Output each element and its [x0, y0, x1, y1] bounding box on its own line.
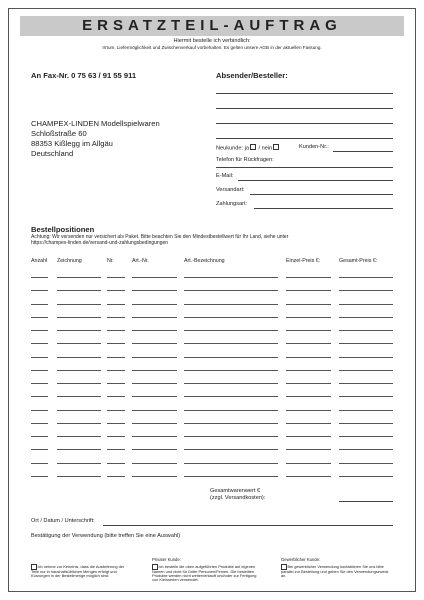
order-row-15-artnr[interactable]: [132, 463, 177, 464]
gesamt-label: Gesamtwarenwert €: [210, 488, 261, 494]
order-row-4-artbezeichnung[interactable]: [184, 317, 278, 318]
order-row-15-einzelpreis[interactable]: [286, 463, 331, 464]
versandart-label: Versandart:: [216, 187, 245, 193]
ja-label: ja: [244, 145, 249, 152]
order-row-12-artbezeichnung[interactable]: [184, 423, 278, 424]
telefon-input[interactable]: [216, 167, 393, 168]
order-row-3-anzahl[interactable]: [31, 304, 48, 305]
sender-line-4[interactable]: [216, 138, 393, 139]
order-row-2-zeichnung[interactable]: [57, 290, 101, 291]
order-row-5-zeichnung[interactable]: [57, 330, 101, 331]
order-row-13-gesamtpreis[interactable]: [339, 436, 393, 437]
zahlungsart-input[interactable]: [254, 208, 393, 209]
order-row-13-artbezeichnung[interactable]: [184, 436, 278, 437]
order-row-6-zeichnung[interactable]: [57, 343, 101, 344]
order-row-11-anzahl[interactable]: [31, 410, 48, 411]
order-row-6-nr[interactable]: [107, 343, 125, 344]
order-row-1-gesamtpreis[interactable]: [339, 277, 393, 278]
order-row-10-anzahl[interactable]: [31, 396, 48, 397]
order-row-7-gesamtpreis[interactable]: [339, 357, 393, 358]
order-row-7-artbezeichnung[interactable]: [184, 357, 278, 358]
recipient-city: 88353 Kißlegg im Allgäu: [31, 139, 113, 148]
fax-number: An Fax-Nr. 0 75 63 / 91 55 911: [31, 71, 137, 80]
order-row-14-artbezeichnung[interactable]: [184, 449, 278, 450]
order-row-10-nr[interactable]: [107, 396, 125, 397]
order-row-11-einzelpreis[interactable]: [286, 410, 331, 411]
order-row-14-einzelpreis[interactable]: [286, 449, 331, 450]
recipient-country: Deutschland: [31, 149, 74, 158]
order-row-7-zeichnung[interactable]: [57, 357, 101, 358]
option-private: [152, 564, 262, 583]
sender-line-1[interactable]: [216, 93, 393, 94]
order-row-14-nr[interactable]: [107, 449, 125, 450]
order-row-7-einzelpreis[interactable]: [286, 357, 331, 358]
order-row-4-zeichnung[interactable]: [57, 317, 101, 318]
order-row-7-artnr[interactable]: [132, 357, 177, 358]
order-row-15-anzahl[interactable]: [31, 463, 48, 464]
versand-label: (zzgl. Versandkosten):: [210, 495, 266, 501]
ja-checkbox[interactable]: [250, 144, 256, 150]
col-artnr: Art.-Nr.: [132, 258, 149, 264]
recipient-company: CHAMPEX-LINDEN Modellspielwaren: [31, 119, 160, 128]
form-subtitle: Hiermit bestelle ich verbindlich:: [173, 38, 251, 44]
order-row-6-anzahl[interactable]: [31, 343, 48, 344]
order-row-13-zeichnung[interactable]: [57, 436, 101, 437]
order-row-3-nr[interactable]: [107, 304, 125, 305]
order-row-8-anzahl[interactable]: [31, 370, 48, 371]
email-input[interactable]: [238, 180, 393, 181]
order-row-1-artnr[interactable]: [132, 277, 177, 278]
order-row-11-gesamtpreis[interactable]: [339, 410, 393, 411]
kunden-nr-label: Kunden-Nr.:: [299, 144, 329, 150]
order-row-6-gesamtpreis[interactable]: [339, 343, 393, 344]
order-row-8-artnr[interactable]: [132, 370, 177, 371]
order-notice: Achtung: Wir versenden nur versichert als Paket. Bitte beachten Sie den Mindestbestellwert für Ihr Land, siehe unter: [31, 234, 289, 240]
order-row-2-nr[interactable]: [107, 290, 125, 291]
order-row-3-zeichnung[interactable]: [57, 304, 101, 305]
col-artbezeichnung: Art.-Bezeichnung: [184, 258, 225, 264]
order-row-1-anzahl[interactable]: [31, 277, 48, 278]
order-row-10-artnr[interactable]: [132, 396, 177, 397]
form-title: ERSATZTEIL-AUFTRAG: [20, 16, 404, 36]
col-zeichnung: Zeichnung: [57, 258, 82, 264]
order-row-3-artbezeichnung[interactable]: [184, 304, 278, 305]
order-row-8-gesamtpreis[interactable]: [339, 370, 393, 371]
order-row-15-artbezeichnung[interactable]: [184, 463, 278, 464]
order-row-16-einzelpreis[interactable]: [286, 476, 331, 477]
order-title: Bestellpositionen: [31, 225, 95, 234]
sender-title: Absender/Besteller:: [216, 71, 288, 80]
order-row-2-anzahl[interactable]: [31, 290, 48, 291]
signature-input[interactable]: [103, 525, 393, 526]
order-row-16-artnr[interactable]: [132, 476, 177, 477]
order-row-8-nr[interactable]: [107, 370, 125, 371]
order-row-16-nr[interactable]: [107, 476, 125, 477]
order-row-12-anzahl[interactable]: [31, 423, 48, 424]
order-row-5-artnr[interactable]: [132, 330, 177, 331]
private-customer-heading: Privater Kunde:: [152, 557, 181, 562]
neukunde-field: [216, 144, 280, 153]
verwendung-label: Bestätigung der Verwendung (bitte treffen Sie eine Auswahl): [31, 533, 181, 539]
order-row-4-artnr[interactable]: [132, 317, 177, 318]
order-row-9-anzahl[interactable]: [31, 383, 48, 384]
order-row-11-artnr[interactable]: [132, 410, 177, 411]
order-row-16-anzahl[interactable]: [31, 476, 48, 477]
order-row-10-einzelpreis[interactable]: [286, 396, 331, 397]
order-row-13-einzelpreis[interactable]: [286, 436, 331, 437]
page-frame: [8, 8, 416, 592]
order-row-16-artbezeichnung[interactable]: [184, 476, 278, 477]
order-row-3-einzelpreis[interactable]: [286, 304, 331, 305]
business-customer-heading: Gewerblicher Kunde:: [281, 557, 321, 562]
nein-label: / nein: [258, 145, 273, 152]
kenntnis-text: Ich nehme zur Kenntnis, dass die Auslieferung der Teile nur in haushaltsüblichen Mengen erfolgt und Kürzungen in der Bestellmenge möglich sind.: [31, 563, 125, 578]
order-row-10-gesamtpreis[interactable]: [339, 396, 393, 397]
business-text: Bei gewerblicher Verwendung kontaktieren Sie uns bitte parallel zur Bestellung und geben Sie den Verwendungszweck an.: [281, 563, 389, 578]
order-row-3-gesamtpreis[interactable]: [339, 304, 393, 305]
ort-datum-label: Ort / Datum / Unterschrift:: [31, 518, 95, 524]
email-label: E-Mail:: [216, 173, 234, 179]
order-row-1-nr[interactable]: [107, 277, 125, 278]
order-row-14-zeichnung[interactable]: [57, 449, 101, 450]
order-row-2-artbezeichnung[interactable]: [184, 290, 278, 291]
order-row-8-artbezeichnung[interactable]: [184, 370, 278, 371]
order-row-4-anzahl[interactable]: [31, 317, 48, 318]
versandart-input[interactable]: [250, 194, 393, 195]
order-row-4-einzelpreis[interactable]: [286, 317, 331, 318]
order-row-13-nr[interactable]: [107, 436, 125, 437]
sender-line-2[interactable]: [216, 108, 393, 109]
order-row-2-einzelpreis[interactable]: [286, 290, 331, 291]
order-row-5-einzelpreis[interactable]: [286, 330, 331, 331]
order-row-6-artnr[interactable]: [132, 343, 177, 344]
order-row-15-zeichnung[interactable]: [57, 463, 101, 464]
order-row-16-zeichnung[interactable]: [57, 476, 101, 477]
order-row-12-einzelpreis[interactable]: [286, 423, 331, 424]
order-row-9-artbezeichnung[interactable]: [184, 383, 278, 384]
option-business: [281, 564, 391, 578]
order-row-14-gesamtpreis[interactable]: [339, 449, 393, 450]
order-row-11-artbezeichnung[interactable]: [184, 410, 278, 411]
order-row-10-zeichnung[interactable]: [57, 396, 101, 397]
terms-note: Irrtum, Liefermöglichkeit und Zwischenverkauf vorbehalten. Es gelten unsere AGB in der aktuellen Fassung.: [102, 45, 322, 50]
order-row-12-zeichnung[interactable]: [57, 423, 101, 424]
zahlungsart-label: Zahlungsart:: [216, 201, 248, 207]
order-row-12-nr[interactable]: [107, 423, 125, 424]
order-row-12-artnr[interactable]: [132, 423, 177, 424]
order-row-4-gesamtpreis[interactable]: [339, 317, 393, 318]
order-row-1-einzelpreis[interactable]: [286, 277, 331, 278]
col-anzahl: Anzahl: [31, 258, 48, 264]
order-row-14-artnr[interactable]: [132, 449, 177, 450]
order-row-6-einzelpreis[interactable]: [286, 343, 331, 344]
order-row-13-artnr[interactable]: [132, 436, 177, 437]
order-row-15-gesamtpreis[interactable]: [339, 463, 393, 464]
col-einzelpreis: Einzel-Preis €:: [286, 258, 321, 264]
order-row-11-zeichnung[interactable]: [57, 410, 101, 411]
kunden-nr-input[interactable]: [333, 151, 393, 152]
recipient-street: Schloßstraße 60: [31, 129, 87, 138]
order-row-9-gesamtpreis[interactable]: [339, 383, 393, 384]
private-text: Ich bestelle die oben aufgeführten Produkte auf eigenen Namen und nicht für Dritte Personen/Firmen. Die bestellten Produkte werden nicht weiterverkauft und/oder zur Fertigung von Kleinserien verwendet.: [152, 563, 257, 583]
order-row-6-artbezeichnung[interactable]: [184, 343, 278, 344]
order-row-14-anzahl[interactable]: [31, 449, 48, 450]
order-row-9-zeichnung[interactable]: [57, 383, 101, 384]
order-row-9-artnr[interactable]: [132, 383, 177, 384]
shipping-link[interactable]: https://champex-linden.de/versand-und-zahlungsbedingungen: [31, 240, 169, 246]
order-row-8-einzelpreis[interactable]: [286, 370, 331, 371]
col-nr: Nr.: [107, 258, 114, 264]
telefon-label: Telefon für Rückfragen:: [216, 157, 274, 163]
order-row-8-zeichnung[interactable]: [57, 370, 101, 371]
order-row-7-anzahl[interactable]: [31, 357, 48, 358]
order-row-1-artbezeichnung[interactable]: [184, 277, 278, 278]
neukunde-label: Neukunde:: [216, 145, 244, 152]
order-row-7-nr[interactable]: [107, 357, 125, 358]
sender-line-3[interactable]: [216, 123, 393, 124]
order-row-5-gesamtpreis[interactable]: [339, 330, 393, 331]
order-row-2-gesamtpreis[interactable]: [339, 290, 393, 291]
nein-checkbox[interactable]: [273, 144, 279, 150]
order-row-5-nr[interactable]: [107, 330, 125, 331]
order-row-13-anzahl[interactable]: [31, 436, 48, 437]
order-row-11-nr[interactable]: [107, 410, 125, 411]
option-kenntnis: [31, 564, 131, 578]
order-row-5-anzahl[interactable]: [31, 330, 48, 331]
order-row-4-nr[interactable]: [107, 317, 125, 318]
order-row-9-nr[interactable]: [107, 383, 125, 384]
order-row-12-gesamtpreis[interactable]: [339, 423, 393, 424]
order-row-3-artnr[interactable]: [132, 304, 177, 305]
total-input[interactable]: [339, 501, 393, 502]
order-row-10-artbezeichnung[interactable]: [184, 396, 278, 397]
order-row-2-artnr[interactable]: [132, 290, 177, 291]
col-gesamtpreis: Gesamt-Preis €:: [339, 258, 378, 264]
order-row-16-gesamtpreis[interactable]: [339, 476, 393, 477]
order-row-9-einzelpreis[interactable]: [286, 383, 331, 384]
order-row-1-zeichnung[interactable]: [57, 277, 101, 278]
order-row-5-artbezeichnung[interactable]: [184, 330, 278, 331]
order-row-15-nr[interactable]: [107, 463, 125, 464]
